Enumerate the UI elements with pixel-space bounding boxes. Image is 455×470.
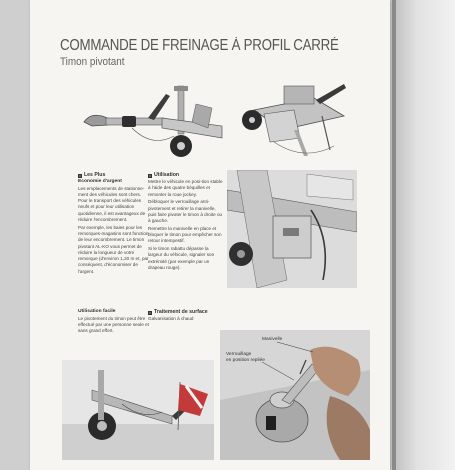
paragraph: Galvanisation à chaud bbox=[148, 316, 194, 321]
callout-manivelle: Manivelle bbox=[262, 337, 283, 342]
paragraph: Les emplacements de stationne-ment des véhicules sont chers. Pour le transport des véhicules neufs et pour leur utilisation quotidienne, il est avantageux de réduire l'encombrement. bbox=[78, 185, 146, 222]
callout-verrouillage-line2: en position repliée bbox=[226, 357, 265, 363]
section-traitement-heading bbox=[148, 309, 224, 316]
red-flag-photo bbox=[62, 360, 214, 460]
paragraph: Remettre la manivelle en place et bloquer le timon pour empêcher son retour intempestif. bbox=[148, 225, 222, 244]
section-traitement bbox=[148, 309, 224, 324]
drawbar-side-illustration bbox=[62, 78, 230, 170]
callout-verrouillage-leader bbox=[260, 360, 296, 382]
callout-verrouillage-line1: Verrouillage bbox=[226, 352, 252, 357]
section-bullet-icon bbox=[78, 174, 82, 178]
section-bullet-icon bbox=[148, 311, 152, 315]
section-les-plus-title: Les Plus bbox=[84, 172, 106, 178]
paragraph: Par exemple, les baies pour les remorques-magasins sont fonction de leur encombrement. Le timon pivotant AL-KO vous permet de réduire la longueur de votre remorque (d'environ 1,20 m et, par conséquent, d'économiser de l'argent. bbox=[78, 224, 149, 274]
pivoted-drawbar-photo bbox=[234, 76, 354, 170]
section-les-plus-heading bbox=[78, 172, 150, 179]
page-subtitle: Timon pivotant bbox=[60, 56, 125, 68]
page-binding-shadow bbox=[392, 0, 396, 470]
chassis-closeup-photo bbox=[227, 170, 357, 288]
section-bullet-icon bbox=[148, 174, 152, 178]
section-utilisation-title: Utilisation bbox=[154, 172, 180, 178]
pivoted-drawbar-illustration bbox=[234, 76, 354, 170]
drawbar-side-photo bbox=[62, 78, 230, 170]
section-traitement-title: Traitement de surface bbox=[154, 309, 208, 315]
section-utilisation-facile-heading: Utilisation facile bbox=[78, 309, 116, 314]
callout-manivelle-leader bbox=[275, 340, 315, 354]
section-utilisation-facile bbox=[78, 309, 150, 336]
chassis-closeup-illustration bbox=[227, 170, 357, 288]
paragraph: Si le timon rabattu dépasse la largeur du véhicule, signaler son extrémité (par exemple par un drapeau rouge). bbox=[148, 246, 215, 271]
paragraph: Le pivotement du timon peut être effectué par une personne seule et sans grand effort. bbox=[78, 315, 149, 334]
paragraph: Débloquer le verrouillage anti-pivotement et retirer la manivelle, puis faire pivoter le timon à droite ou à gauche. bbox=[148, 199, 223, 224]
section-utilisation bbox=[148, 172, 224, 273]
section-les-plus bbox=[78, 172, 150, 276]
section-les-plus-subheading: Economie d'argent bbox=[78, 179, 122, 184]
page-title: COMMANDE DE FREINAGE À PROFIL CARRÉ bbox=[60, 37, 339, 54]
next-page-edge bbox=[392, 0, 455, 470]
red-flag-illustration bbox=[62, 360, 214, 460]
section-utilisation-heading bbox=[148, 172, 224, 179]
paragraph: Mettre le véhicule en posi-tion stable à l'aide des quatre béquilles et remonter la roue jockey. bbox=[148, 179, 223, 197]
